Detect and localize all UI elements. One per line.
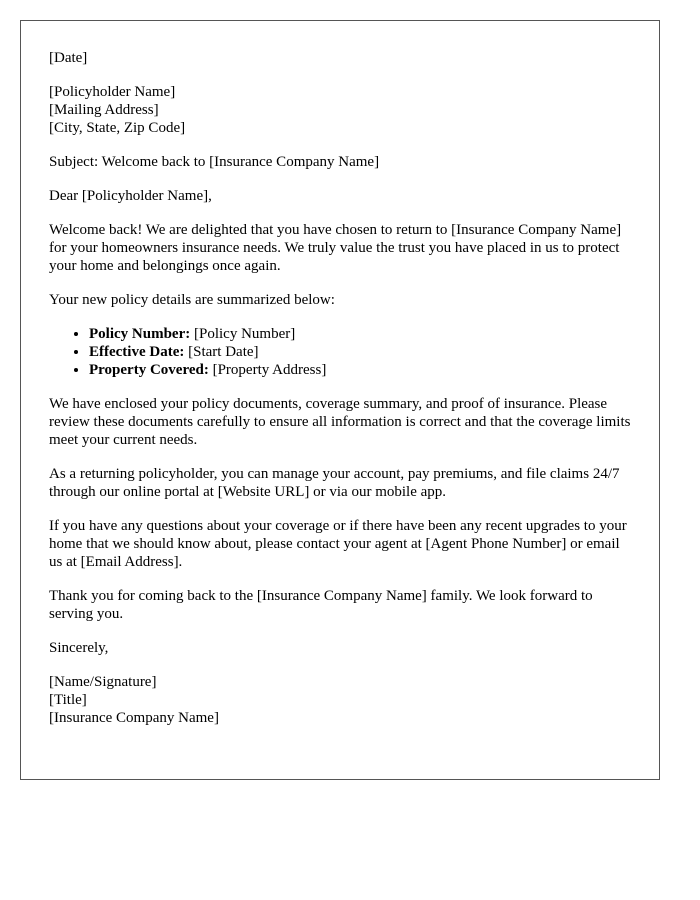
- recipient-name: [Policyholder Name]: [49, 84, 176, 100]
- portal-paragraph: As a returning policyholder, you can manage your account, pay premiums, and file claims 24/7 through our online portal at [Website URL] or via our mobile app.: [49, 466, 620, 500]
- list-item: [89, 325, 631, 343]
- letter-closing: Sincerely,: [49, 640, 109, 656]
- detail-label: Effective Date:: [89, 344, 185, 360]
- recipient-address: [Mailing Address]: [49, 102, 159, 118]
- letter-subject: Subject: Welcome back to [Insurance Company Name]: [49, 154, 380, 170]
- questions-paragraph: If you have any questions about your coverage or if there have been any recent upgrades to your home that we should know about, please contact your agent at [Agent Phone Number] or email us at [Email Address].: [49, 518, 627, 570]
- detail-label: Policy Number:: [89, 326, 191, 342]
- recipient-block: [49, 83, 631, 137]
- detail-value: [Property Address]: [212, 362, 327, 378]
- list-item: [89, 343, 631, 361]
- details-intro-paragraph: Your new policy details are summarized below:: [49, 292, 335, 308]
- detail-label: Property Covered:: [89, 362, 209, 378]
- signature-title: [Title]: [49, 692, 87, 708]
- letter-page: [20, 20, 660, 780]
- letter-date: [Date]: [49, 50, 88, 66]
- detail-value: [Start Date]: [188, 344, 259, 360]
- recipient-city-state-zip: [City, State, Zip Code]: [49, 120, 186, 136]
- documents-paragraph: We have enclosed your policy documents, coverage summary, and proof of insurance. Please review these documents carefully to ensure all information is correct and that the coverage limits meet your current needs.: [49, 396, 631, 448]
- intro-paragraph: Welcome back! We are delighted that you have chosen to return to [Insurance Company Name] for your homeowners insurance needs. We truly value the trust you have placed in us to protect your home and belongings once again.: [49, 222, 622, 274]
- list-item: [89, 361, 631, 379]
- detail-value: [Policy Number]: [193, 326, 296, 342]
- policy-details-list: [49, 325, 631, 379]
- thanks-paragraph: Thank you for coming back to the [Insurance Company Name] family. We look forward to serving you.: [49, 588, 593, 622]
- signature-name: [Name/Signature]: [49, 674, 157, 690]
- signature-block: [49, 673, 631, 727]
- signature-company: [Insurance Company Name]: [49, 710, 219, 726]
- letter-salutation: Dear [Policyholder Name],: [49, 188, 212, 204]
